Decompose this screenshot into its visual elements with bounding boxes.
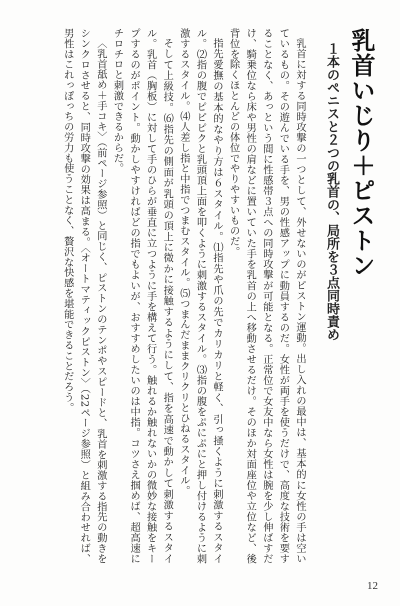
- page-title: 乳首いじり＋ピストン: [347, 28, 375, 278]
- vertical-text-block: [20, 28, 376, 564]
- body-text: [58, 28, 307, 564]
- body-paragraph: 〈乳首舐め＋手コキ〉（前ページ参照）と同じく、ピストンのテンポやスピードと、乳首を刺激する指先の動きをシンクロさせると、同時攻撃の効果は高まる。〈オートマティックピストン〉（22ページ参照）と組み合わせれば、男性はこれっぽっちの労力も使うことなく、贅沢な快感を堪能できることだろう。: [61, 28, 106, 564]
- body-paragraph: 指先愛撫の基本的なやり方は６スタイル。⑴指先や爪の先でカリカリと軽く、引っ掻くように刺激するスタイル。⑵指の腹でピピピクと乳頭頂上面を叩くように刺激するスタイル。⑶指の腹をぷにぷにと押し付けるように刺激するスタイル。⑷人差し指と中指でつまむスタイル。⑸つまんだままクリクリとひねるスタイル。: [177, 28, 223, 564]
- body-paragraph: そして上級技。⑹指先の側面が乳頭の頂上に微かに接触するようにして、指を高速で動かして刺激するスタイル。乳首（胸板）に対して手のひらが垂直に立つように手を構えて行う。触れるか触れないかの微妙な接触をキープするのがポイント。動かしやすければどの指でもよいが、おすすめしたいのは中指。コツさえ掴めば、超高速にチロチロと刺激できるからだ。: [111, 28, 173, 564]
- body-paragraph: 乳首に対する同時攻撃の一つとして、外せないのがピストン運動。出し入れの最中は、基本的に女性の手は空いているもの。その遊んでいる手を、男の性感アップに動員するのだ。女性が両手を使うだけで、高度な技術を要することなく、あっという間に性感帯３点への同時攻撃が可能となる。正常位で女友中なら女性は腕を少し伸ばすだけ、騎乗位なら床や男性の肩などに置いていた手を乳首の上へ移動させるだけ。そのほか対面座位や立位など、後背位を除くほとんどの体位でやりやすいものだ。: [227, 28, 305, 564]
- page-subtitle: １本のペニスと２つの乳首の、局所を３点同時責め: [324, 42, 339, 341]
- page-number: 12: [367, 580, 378, 592]
